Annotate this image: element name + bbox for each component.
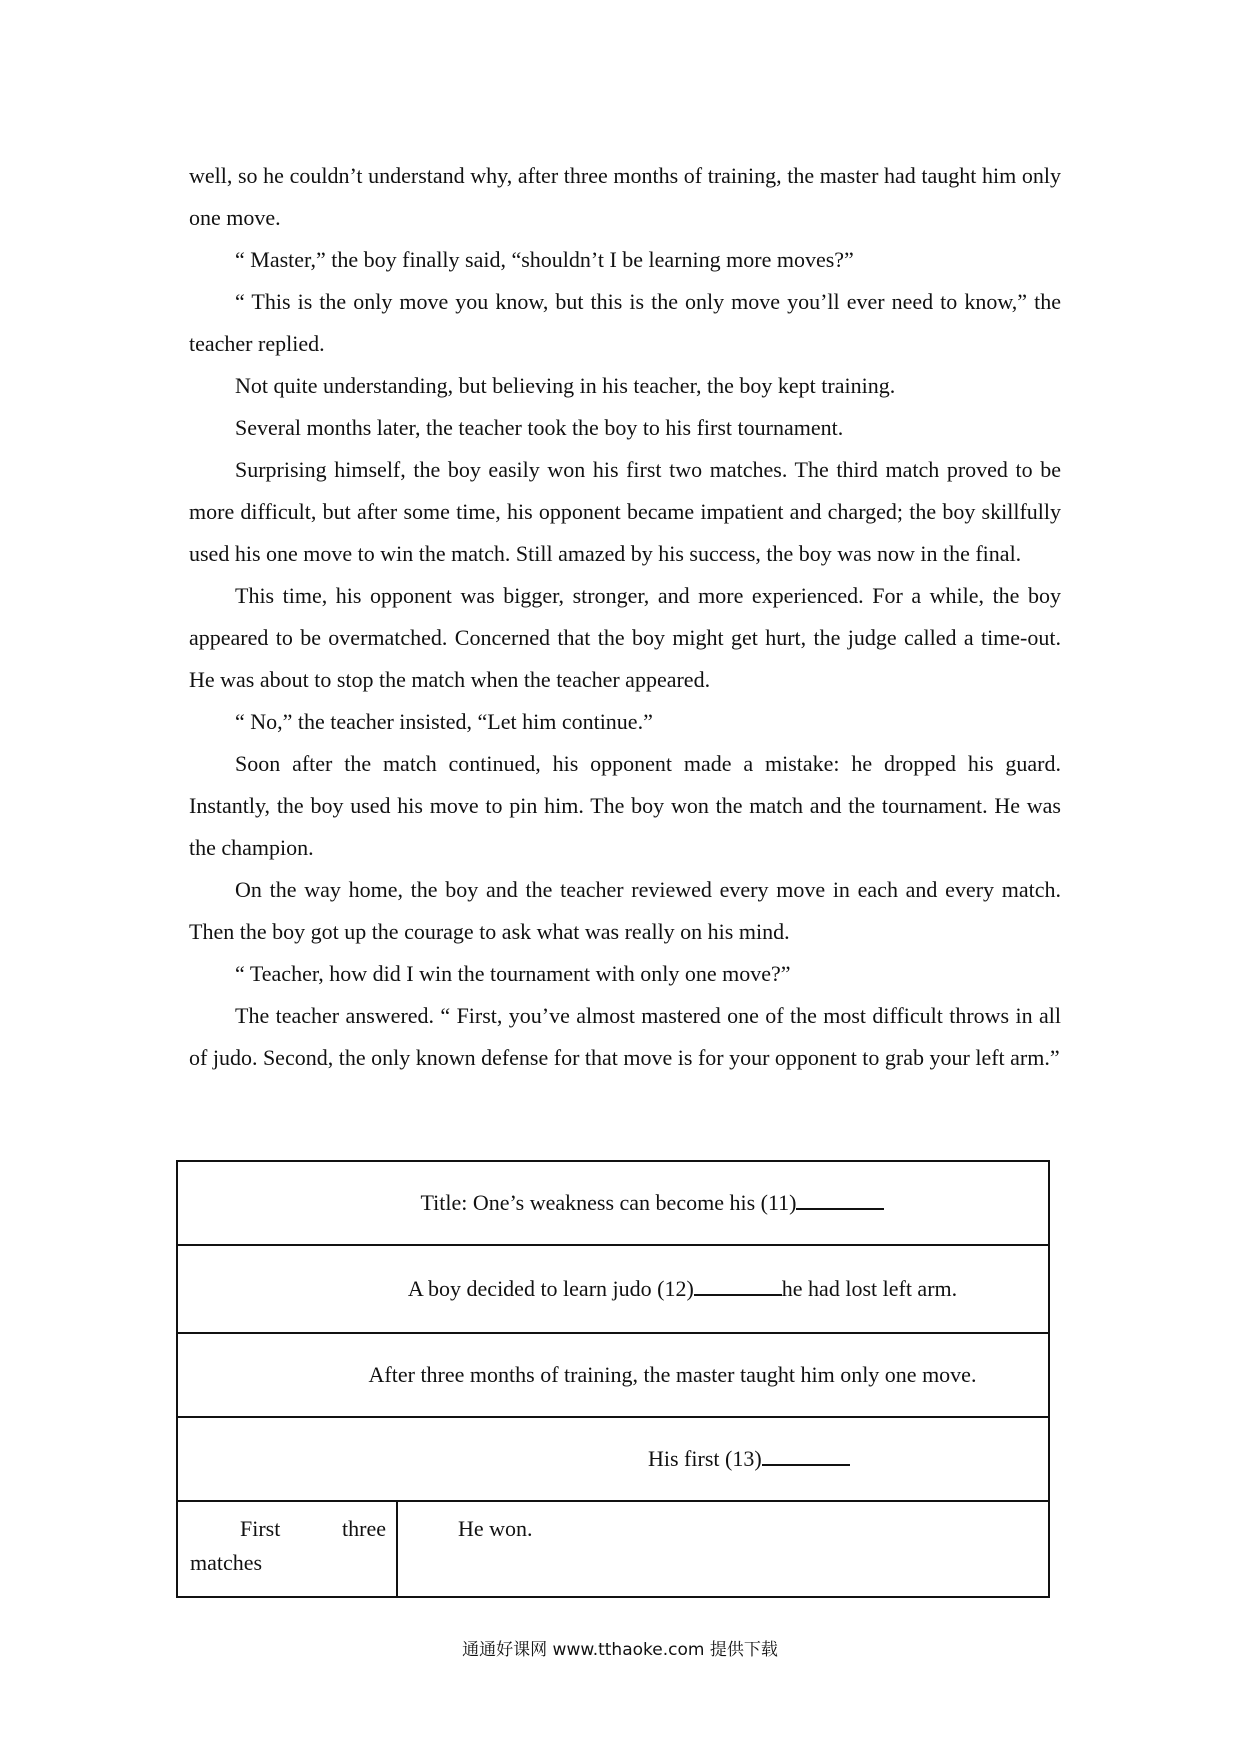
paragraph: The teacher answered. “ First, you’ve almost mastered one of the most difficult throws in all of judo. Second, the only known defense for that move is for your opponent to grab your left arm.” bbox=[189, 1003, 1061, 1070]
answer-blank-13[interactable] bbox=[762, 1446, 850, 1466]
table-cell bbox=[177, 1245, 1049, 1333]
cell-line bbox=[190, 1512, 386, 1546]
table-row bbox=[177, 1161, 1049, 1245]
summary-table bbox=[176, 1160, 1050, 1598]
table-cell bbox=[177, 1333, 1049, 1417]
cell-text: His first (13) bbox=[648, 1446, 762, 1471]
answer-blank-12[interactable] bbox=[694, 1276, 782, 1296]
footer-credit: 通通好课网 www.tthaoke.com 提供下载 bbox=[462, 1640, 778, 1660]
cell-text: matches bbox=[190, 1550, 263, 1575]
table-row bbox=[177, 1245, 1049, 1333]
table-row bbox=[177, 1417, 1049, 1501]
paragraph: “ Master,” the boy finally said, “shouldn’t I be learning more moves?” bbox=[235, 247, 854, 272]
table-cell bbox=[177, 1501, 397, 1597]
paragraph: Surprising himself, the boy easily won his first two matches. The third match proved to be more difficult, but after some time, his opponent became impatient and charged; the boy skillfully used his one move to win the match. Still amazed by his success, the boy was now in the final. bbox=[189, 457, 1061, 566]
paragraph: Several months later, the teacher took the boy to his first tournament. bbox=[235, 415, 844, 440]
table-cell bbox=[397, 1501, 1049, 1597]
paragraph: “ This is the only move you know, but this is the only move you’ll ever need to know,” the teacher replied. bbox=[189, 289, 1061, 356]
cell-text: He won. bbox=[458, 1516, 533, 1541]
table-cell bbox=[177, 1417, 1049, 1501]
paragraph: Not quite understanding, but believing in his teacher, the boy kept training. bbox=[235, 373, 896, 398]
table-row bbox=[177, 1333, 1049, 1417]
cell-text: three bbox=[342, 1516, 386, 1541]
answer-blank-11[interactable] bbox=[796, 1190, 884, 1210]
cell-text: A boy decided to learn judo (12) bbox=[407, 1276, 694, 1301]
paragraph: On the way home, the boy and the teacher reviewed every move in each and every match. Then the boy got up the courage to ask what was really on his mind. bbox=[189, 877, 1061, 944]
paragraph: Soon after the match continued, his opponent made a mistake: he dropped his guard. Instantly, the boy used his move to pin him. The boy won the match and the tournament. He was the champion. bbox=[189, 751, 1061, 860]
paragraph: This time, his opponent was bigger, stronger, and more experienced. For a while, the boy appeared to be overmatched. Concerned that the boy might get hurt, the judge called a time-out. He was about to stop the match when the teacher appeared. bbox=[189, 583, 1061, 692]
passage bbox=[189, 155, 1061, 1079]
title-text: Title: One’s weakness can become his (11) bbox=[420, 1190, 797, 1215]
cell-text: he had lost left arm. bbox=[781, 1276, 958, 1301]
paragraph: well, so he couldn’t understand why, after three months of training, the master had taught him only one move. bbox=[189, 163, 1061, 230]
paragraph: “ Teacher, how did I win the tournament with only one move?” bbox=[235, 961, 791, 986]
paragraph: “ No,” the teacher insisted, “Let him continue.” bbox=[235, 709, 653, 734]
cell-text: After three months of training, the master taught him only one move. bbox=[368, 1362, 977, 1387]
cell-text: First bbox=[240, 1516, 281, 1541]
title-cell bbox=[177, 1161, 1049, 1245]
table-row bbox=[177, 1501, 1049, 1597]
